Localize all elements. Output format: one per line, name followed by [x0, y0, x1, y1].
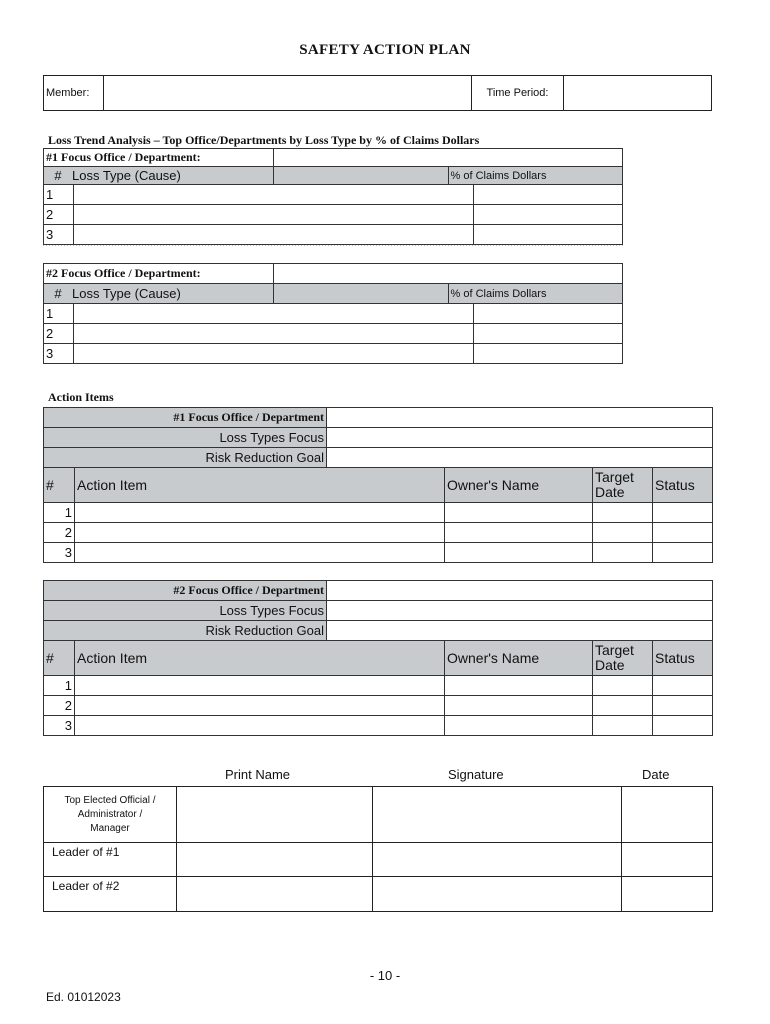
row-number: 2 [44, 696, 75, 716]
row-number: 1 [44, 185, 74, 205]
action-focus1-label: #1 Focus Office / Department [44, 408, 327, 428]
loss-trend-rows-2 [43, 303, 623, 364]
target-date-cell[interactable] [593, 696, 653, 716]
target-date-cell[interactable] [593, 676, 653, 696]
print-name-cell[interactable] [177, 877, 373, 912]
loss-trend-table-2 [43, 263, 623, 304]
action-item-cell[interactable] [75, 523, 445, 543]
action-focus2-field[interactable] [327, 581, 713, 601]
member-label: Member: [44, 76, 104, 111]
col-num: # [44, 641, 75, 676]
loss-type-cell[interactable] [74, 324, 474, 344]
print-name-cell[interactable] [177, 843, 373, 877]
col-status: Status [653, 641, 713, 676]
row-number: 3 [44, 543, 75, 563]
signature-table [43, 786, 713, 912]
status-cell[interactable] [653, 676, 713, 696]
owner-cell[interactable] [445, 716, 593, 736]
owner-cell[interactable] [445, 523, 593, 543]
risk-reduction-goal-label: Risk Reduction Goal [44, 621, 327, 641]
status-cell[interactable] [653, 716, 713, 736]
loss-type-cell[interactable] [74, 205, 474, 225]
signature-cell[interactable] [373, 843, 622, 877]
page-title: SAFETY ACTION PLAN [299, 42, 471, 58]
col-action-item: Action Item [75, 468, 445, 503]
date-cell[interactable] [622, 877, 713, 912]
loss-type-cell[interactable] [74, 225, 474, 245]
target-date-cell[interactable] [593, 543, 653, 563]
risk-reduction-goal-field[interactable] [327, 621, 713, 641]
action-item-cell[interactable] [75, 696, 445, 716]
owner-cell[interactable] [445, 696, 593, 716]
risk-reduction-goal-field[interactable] [327, 448, 713, 468]
row-number: 2 [44, 523, 75, 543]
row-number: 3 [44, 225, 74, 245]
status-cell[interactable] [653, 523, 713, 543]
col-owner: Owner's Name [445, 468, 593, 503]
loss-type-cell[interactable] [74, 304, 474, 324]
action-item-cell[interactable] [75, 716, 445, 736]
col-date: Date [595, 657, 625, 673]
owner-cell[interactable] [445, 676, 593, 696]
signature-cell[interactable] [373, 787, 622, 843]
action-items-table-1 [43, 467, 713, 563]
time-period-field[interactable] [564, 76, 712, 111]
col-num: # [54, 286, 62, 301]
sig-row-leader1: Leader of #1 [44, 843, 177, 877]
target-date-cell[interactable] [593, 523, 653, 543]
status-cell[interactable] [653, 696, 713, 716]
col-status: Status [653, 468, 713, 503]
member-row-table [43, 75, 712, 111]
percent-cell[interactable] [474, 344, 623, 364]
col-owner: Owner's Name [445, 641, 593, 676]
percent-cell[interactable] [474, 205, 623, 225]
action-items-focus-1 [43, 407, 713, 468]
col-print-name: Print Name [225, 767, 291, 782]
col-num: # [44, 468, 75, 503]
row-number: 2 [44, 324, 74, 344]
loss-types-focus-field[interactable] [327, 601, 713, 621]
loss-type-cell[interactable] [74, 344, 474, 364]
row-number: 3 [44, 344, 74, 364]
loss-types-focus-field[interactable] [327, 428, 713, 448]
row-number: 3 [44, 716, 75, 736]
sig-row-official-l3: Manager [90, 822, 130, 834]
percent-cell[interactable] [474, 304, 623, 324]
action-items-focus-2 [43, 580, 713, 641]
loss-types-focus-label: Loss Types Focus [44, 601, 327, 621]
status-cell[interactable] [653, 503, 713, 523]
action-focus1-field[interactable] [327, 408, 713, 428]
owner-cell[interactable] [445, 503, 593, 523]
date-cell[interactable] [622, 787, 713, 843]
target-date-cell[interactable] [593, 503, 653, 523]
focus2-label: #2 Focus Office / Department: [44, 264, 274, 284]
col-target: Target [595, 642, 634, 658]
page-number: - 10 - [369, 968, 401, 983]
focus1-field[interactable] [274, 149, 623, 167]
action-item-cell[interactable] [75, 503, 445, 523]
risk-reduction-goal-label: Risk Reduction Goal [44, 448, 327, 468]
col-loss-type: Loss Type (Cause) [72, 286, 181, 301]
edition-label: Ed. 01012023 [46, 990, 121, 1004]
percent-cell[interactable] [474, 324, 623, 344]
action-focus2-label: #2 Focus Office / Department [44, 581, 327, 601]
col-date: Date [595, 484, 625, 500]
col-date: Date [642, 767, 670, 782]
focus2-field[interactable] [274, 264, 623, 284]
status-cell[interactable] [653, 543, 713, 563]
col-signature: Signature [448, 767, 504, 782]
loss-type-cell[interactable] [74, 185, 474, 205]
target-date-cell[interactable] [593, 716, 653, 736]
percent-cell[interactable] [474, 185, 623, 205]
col-percent: % of Claims Dollars [448, 167, 623, 185]
owner-cell[interactable] [445, 543, 593, 563]
row-number: 1 [44, 503, 75, 523]
loss-trend-table-1 [43, 148, 623, 185]
col-num: # [54, 168, 62, 183]
action-items-table-2 [43, 640, 713, 736]
percent-cell[interactable] [474, 225, 623, 245]
sig-row-official-l1: Top Elected Official / [64, 794, 156, 806]
member-field[interactable] [104, 76, 472, 111]
focus1-label: #1 Focus Office / Department: [44, 149, 274, 167]
action-item-cell[interactable] [75, 676, 445, 696]
loss-trend-heading: Loss Trend Analysis – Top Office/Departments by Loss Type by % of Claims Dollars [48, 133, 480, 147]
print-name-cell[interactable] [177, 787, 373, 843]
row-number: 1 [44, 676, 75, 696]
row-number: 2 [44, 205, 74, 225]
action-item-cell[interactable] [75, 543, 445, 563]
col-target: Target [595, 469, 634, 485]
signature-cell[interactable] [373, 877, 622, 912]
loss-trend-rows-1 [43, 184, 623, 245]
col-action-item: Action Item [75, 641, 445, 676]
col-loss-type: Loss Type (Cause) [72, 168, 181, 183]
row-number: 1 [44, 304, 74, 324]
time-period-label: Time Period: [472, 76, 564, 111]
action-items-heading: Action Items [48, 390, 114, 404]
loss-types-focus-label: Loss Types Focus [44, 428, 327, 448]
col-percent: % of Claims Dollars [448, 284, 623, 304]
sig-row-leader2: Leader of #2 [44, 877, 177, 912]
date-cell[interactable] [622, 843, 713, 877]
sig-row-official-l2: Administrator / [77, 808, 143, 820]
